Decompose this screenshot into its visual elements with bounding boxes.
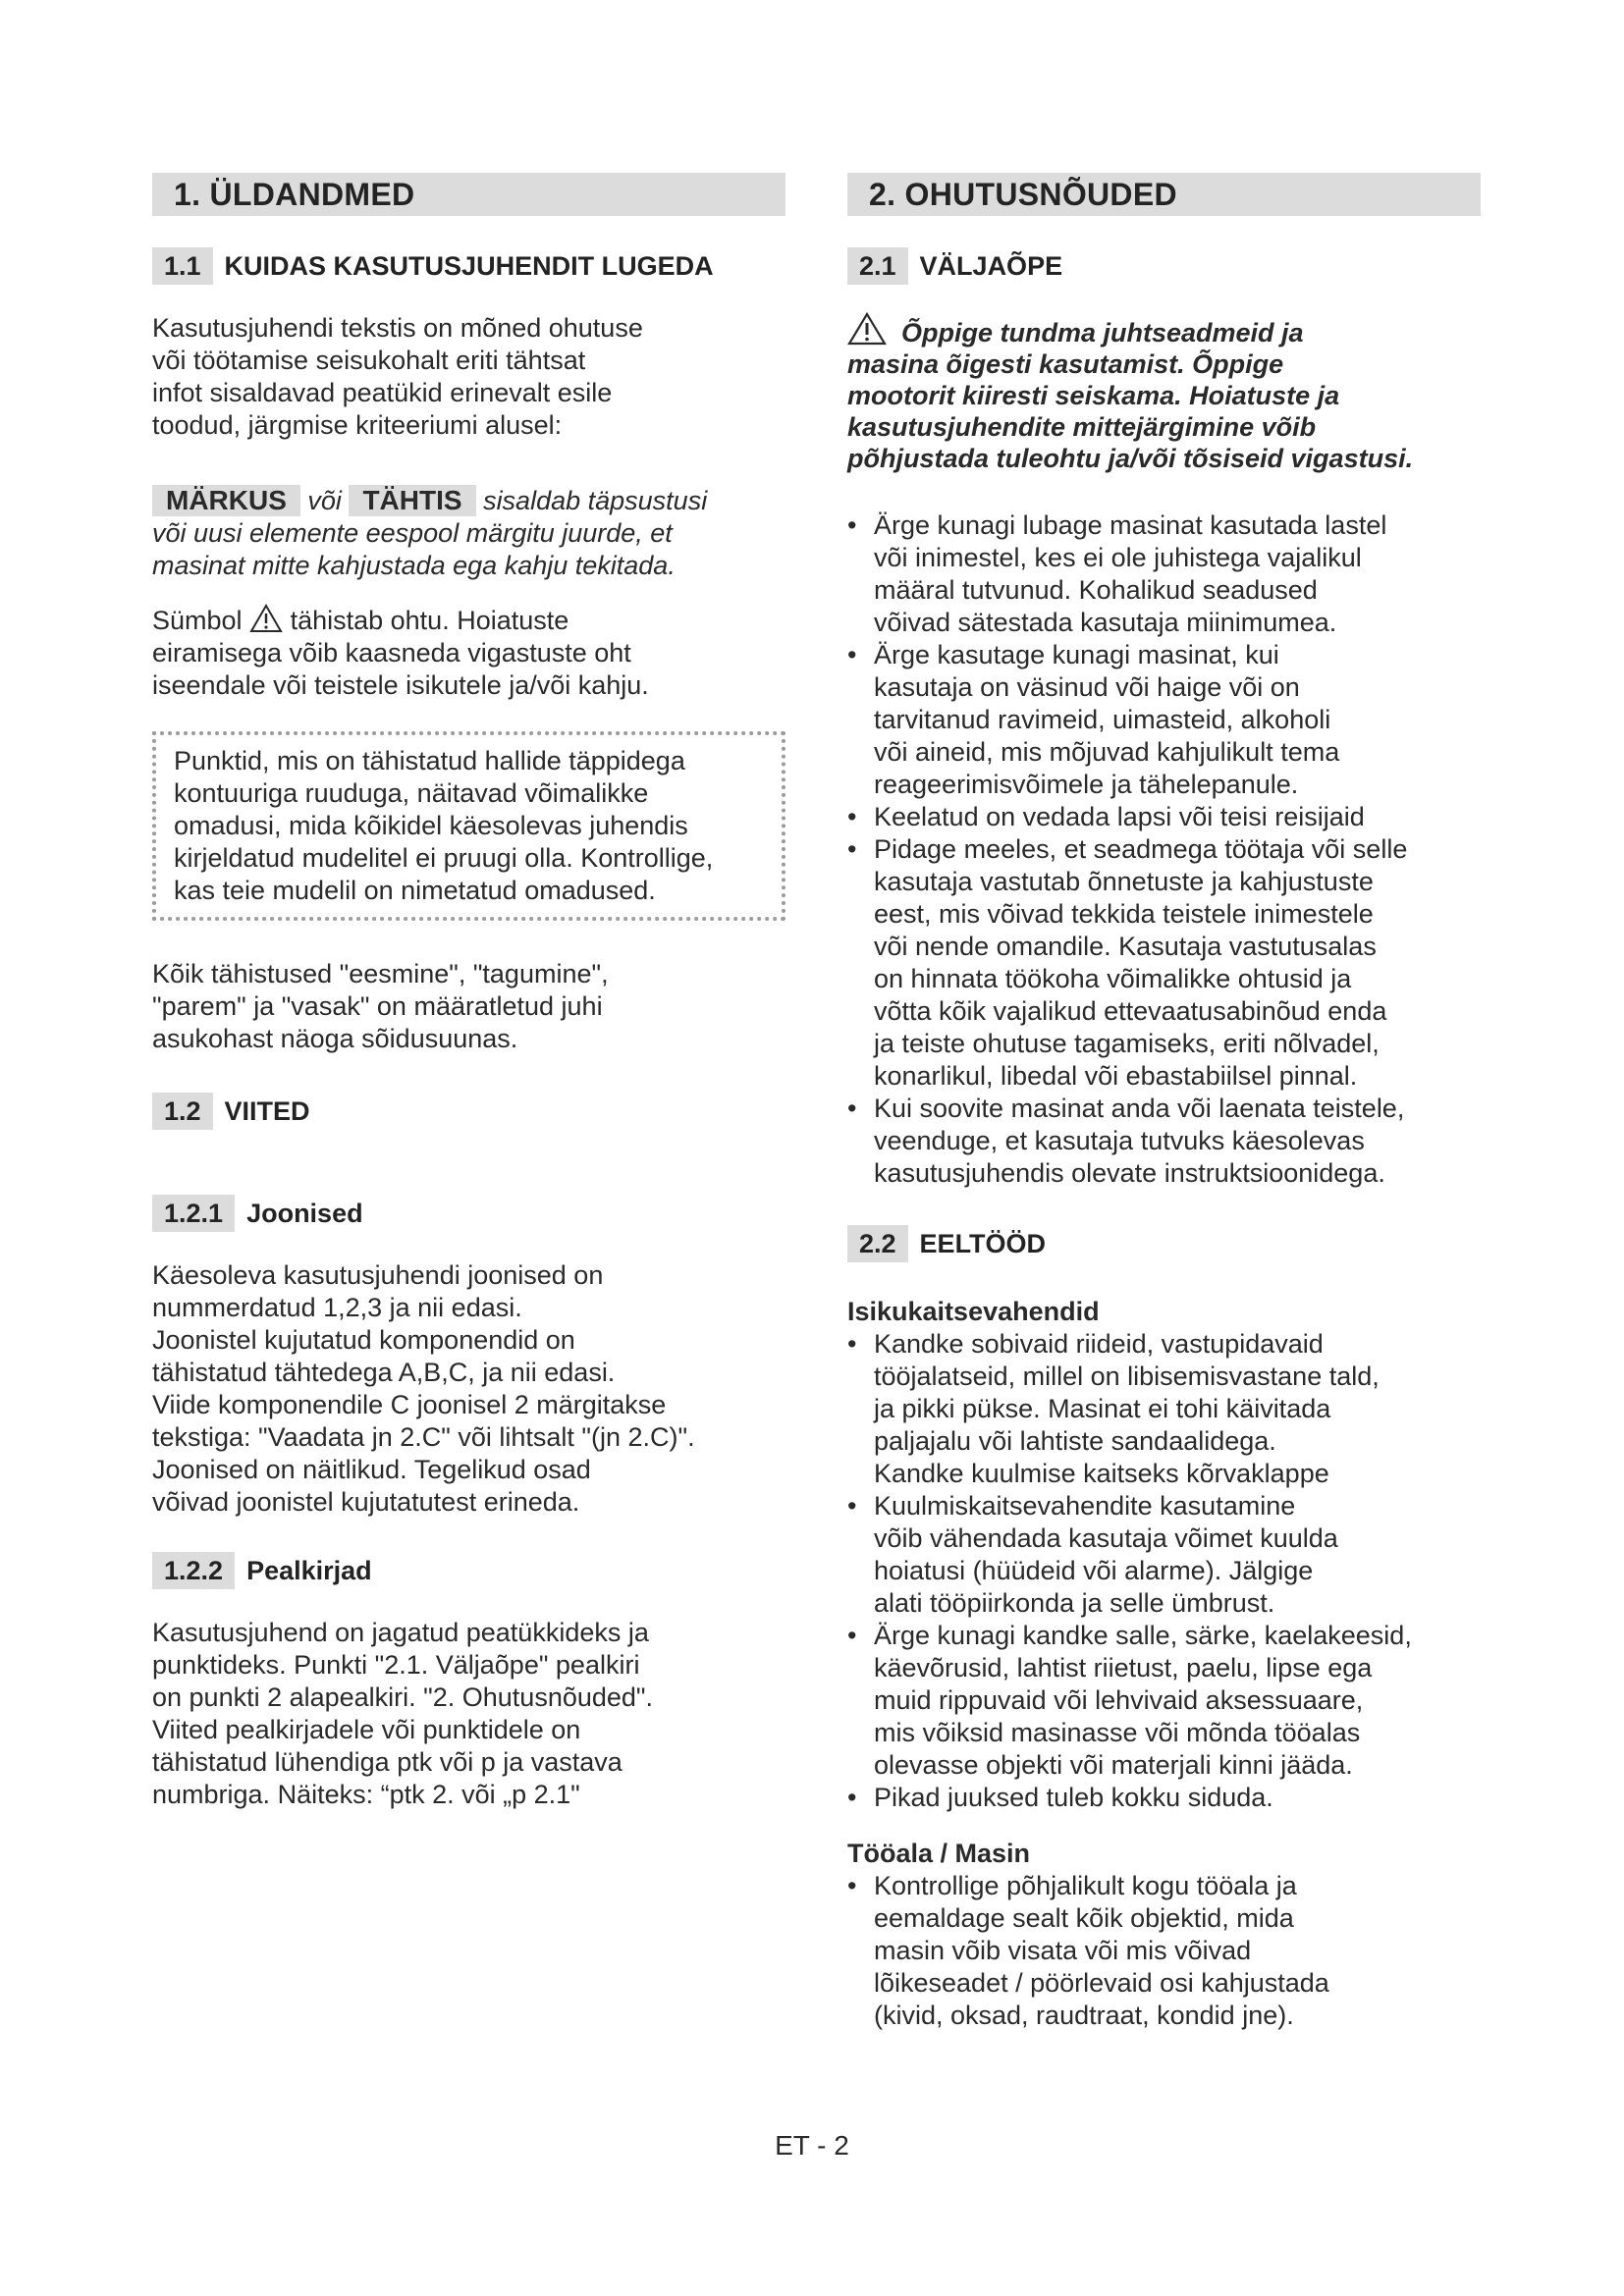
symbol-line: eiramisega võib kaasneda vigastuste oht bbox=[152, 638, 631, 667]
section-2-1-number: 2.1 bbox=[847, 247, 908, 285]
section-1-2-2-title: Pealkirjad bbox=[246, 1555, 372, 1585]
bullet-line: alati tööpiirkonda ja selle ümbrust. bbox=[874, 1588, 1275, 1618]
directions-line: Kõik tähistused "eesmine", "tagumine", bbox=[152, 959, 609, 988]
bullet-line: käevõrusid, lahtist riietust, paelu, lipse ega bbox=[874, 1653, 1373, 1682]
box-line: Punktid, mis on tähistatud hallide täppidega bbox=[174, 746, 685, 775]
list-item bbox=[847, 1490, 1481, 1620]
bullet-line: lõikeseadet / pöörlevaid osi kahjustada bbox=[874, 1968, 1329, 1998]
section-1-heading bbox=[152, 173, 785, 216]
bullet-line: määral tutvunud. Kohalikud seadused bbox=[874, 575, 1318, 605]
bullet-line: muid rippuvaid või lehvivaid aksessuaare, bbox=[874, 1685, 1364, 1715]
warning-line: mootorit kiiresti seiskama. Hoiatuste ja bbox=[847, 381, 1340, 410]
section-2-number: 2. bbox=[869, 176, 896, 212]
bullet-line: • Ärge kunagi lubage masinat kasutada lastel bbox=[874, 510, 1387, 540]
bullet-line: kasutaja vastutab õnnetuste ja kahjustuste bbox=[874, 867, 1374, 896]
voi-word: või bbox=[307, 486, 342, 515]
section-2-2-heading bbox=[847, 1225, 1481, 1262]
work-area-subtitle: Tööala / Masin bbox=[847, 1839, 1031, 1868]
symbol-paragraph bbox=[152, 604, 785, 702]
symbol-line: iseendale või teistele isikutele ja/või kahju. bbox=[152, 670, 649, 700]
section-1-2-number: 1.2 bbox=[152, 1093, 213, 1130]
bullet-line: • Kandke sobivaid riideid, vastupidavaid bbox=[874, 1329, 1324, 1359]
bullet-line: reageerimisvõimele ja tähelepanule. bbox=[874, 770, 1299, 799]
directions-line: asukohast näoga sõidusuunas. bbox=[152, 1024, 518, 1053]
bullet-line: • Pikad juuksed tuleb kokku siduda. bbox=[874, 1783, 1273, 1812]
ppe-subtitle: Isikukaitsevahendid bbox=[847, 1297, 1100, 1326]
section-2-1-heading bbox=[847, 247, 1481, 285]
warning-line: masina õigesti kasutamist. Õppige bbox=[847, 349, 1284, 379]
intro-line: Kasutusjuhendi tekstis on mõned ohutuse bbox=[152, 313, 643, 343]
section-1-1-heading bbox=[152, 247, 785, 285]
ppe-bullets bbox=[847, 1328, 1481, 1814]
bullet-line: või nende omandile. Kasutaja vastutusalas bbox=[874, 932, 1377, 961]
bullet-line: mis võiksid masinasse või mõnda tööalas bbox=[874, 1718, 1361, 1747]
headings-paragraph bbox=[152, 1617, 785, 1811]
intro-line: toodud, järgmise kriteeriumi alusel: bbox=[152, 410, 563, 440]
figures-line: tähistatud tähtedega A,B,C, ja nii edasi. bbox=[152, 1358, 616, 1387]
list-item bbox=[847, 509, 1481, 639]
figures-paragraph bbox=[152, 1259, 785, 1519]
section-1-1-number: 1.1 bbox=[152, 247, 213, 285]
bullet-line: tööjalatseid, millel on libisemisvastane tald, bbox=[874, 1362, 1380, 1391]
bullet-line: eemaldage sealt kõik objektid, mida bbox=[874, 1903, 1294, 1933]
bullet-line: võtta kõik vajalikud ettevaatusabinõud enda bbox=[874, 996, 1387, 1026]
figures-line: Joonised on näitlikud. Tegelikud osad bbox=[152, 1455, 591, 1484]
bullet-line: on hinnata töökoha võimalikke ohtusid ja bbox=[874, 964, 1352, 993]
symbol-rest: tähistab ohtu. Hoiatuste bbox=[290, 606, 569, 635]
intro-line: või töötamise seisukohalt eriti tähtsat bbox=[152, 346, 586, 375]
section-2-2-title: EELTÖÖD bbox=[919, 1228, 1047, 1258]
right-column bbox=[847, 173, 1481, 2032]
list-item bbox=[847, 801, 1481, 833]
bullet-line: konarlikul, libedal või ebastabiilsel pinnal. bbox=[874, 1061, 1358, 1091]
section-1-2-1-title: Joonised bbox=[246, 1198, 363, 1228]
headings-line: tähistatud lühendiga ptk või p ja vastava bbox=[152, 1747, 623, 1777]
list-item bbox=[847, 1620, 1481, 1782]
section-1-2-1-number: 1.2.1 bbox=[152, 1195, 235, 1232]
list-item bbox=[847, 833, 1481, 1093]
bullet-line: • Kontrollige põhjalikult kogu tööala ja bbox=[874, 1871, 1297, 1900]
section-1-2-heading bbox=[152, 1093, 785, 1130]
bullet-line: või inimestel, kes ei ole juhistega vajalikul bbox=[874, 543, 1362, 572]
headings-line: on punkti 2 alapealkiri. "2. Ohutusnõuded". bbox=[152, 1682, 654, 1712]
training-warning bbox=[847, 312, 1481, 474]
bullet-line: võib vähendada kasutaja võimet kuulda bbox=[874, 1523, 1338, 1553]
section-2-heading bbox=[847, 173, 1481, 216]
list-item bbox=[847, 639, 1481, 801]
box-line: kirjeldatud mudelitel ei pruugi olla. Kontrollige, bbox=[174, 843, 714, 873]
optional-features-box bbox=[152, 731, 785, 921]
page-number: ET - 2 bbox=[775, 2130, 849, 2161]
section-1-number: 1. bbox=[174, 176, 201, 212]
warning-first-line: Õppige tundma juhtseadmeid ja bbox=[901, 318, 1304, 347]
box-line: omadusi, mida kõikidel käesolevas juhendis bbox=[174, 811, 688, 840]
bullet-line: • Keelatud on vedada lapsi või teisi reisijaid bbox=[874, 802, 1365, 831]
section-1-2-2-number: 1.2.2 bbox=[152, 1552, 235, 1589]
bullet-line: veenduge, et kasutaja tutvuks käesolevas bbox=[874, 1126, 1365, 1155]
list-item bbox=[847, 1782, 1481, 1814]
intro-paragraph bbox=[152, 312, 785, 442]
note-line-rest: sisaldab täpsustusi bbox=[483, 486, 708, 515]
warning-line: kasutusjuhendite mittejärgimine võib bbox=[847, 412, 1317, 442]
directions-paragraph bbox=[152, 958, 785, 1055]
bullet-line: tarvitanud ravimeid, uimasteid, alkoholi bbox=[874, 705, 1331, 734]
section-2-1-title: VÄLJAÕPE bbox=[919, 250, 1063, 281]
bullet-line: võivad sätestada kasutaja miinimumea. bbox=[874, 608, 1337, 637]
figures-line: Viide komponendile C joonisel 2 märgitakse bbox=[152, 1390, 667, 1419]
bullet-line: olevasse objekti või materjali kinni jääda. bbox=[874, 1750, 1353, 1780]
bullet-line: (kivid, oksad, raudtraat, kondid jne). bbox=[874, 2001, 1294, 2030]
figures-line: võivad joonistel kujutatutest erineda. bbox=[152, 1487, 580, 1517]
bullet-line: hoiatusi (hüüdeid või alarme). Jälgige bbox=[874, 1556, 1314, 1585]
box-line: kontuuriga ruuduga, näitavad võimalikke bbox=[174, 778, 649, 808]
section-1-2-1-heading bbox=[152, 1195, 785, 1232]
section-2-title: OHUTUSNÕUDED bbox=[904, 176, 1177, 212]
bullet-line: kasutaja on väsinud või haige või on bbox=[874, 672, 1300, 702]
figures-line: nummerdatud 1,2,3 ja nii edasi. bbox=[152, 1293, 522, 1322]
markus-tag: MÄRKUS bbox=[152, 485, 300, 516]
bullet-line: • Ärge kasutage kunagi masinat, kui bbox=[874, 640, 1279, 669]
headings-line: numbriga. Näiteks: “ptk 2. või „p 2.1" bbox=[152, 1780, 580, 1809]
section-1-2-2-heading bbox=[152, 1552, 785, 1589]
note-line: või uusi elemente eespool märgitu juurde, et bbox=[152, 518, 673, 548]
section-1-2-title: VIITED bbox=[224, 1095, 310, 1126]
bullet-line: eest, mis võivad tekkida teistele inimestele bbox=[874, 899, 1374, 929]
note-line: masinat mitte kahjustada ega kahju tekitada. bbox=[152, 551, 676, 580]
list-item bbox=[847, 1870, 1481, 2032]
bullet-line: ja pikki pükse. Masinat ei tohi käivitada bbox=[874, 1394, 1331, 1423]
headings-line: punktideks. Punkti "2.1. Väljaõpe" pealkiri bbox=[152, 1650, 640, 1680]
bullet-line: • Kuulmiskaitsevahendite kasutamine bbox=[874, 1491, 1296, 1521]
training-bullets bbox=[847, 509, 1481, 1190]
headings-line: Kasutusjuhend on jagatud peatükkideks ja bbox=[152, 1618, 649, 1647]
bullet-line: • Ärge kunagi kandke salle, särke, kaelakeesid, bbox=[874, 1621, 1412, 1650]
bullet-line: • Pidage meeles, et seadmega töötaja või selle bbox=[874, 834, 1408, 864]
box-line: kas teie mudelil on nimetatud omadused. bbox=[174, 876, 656, 905]
left-column bbox=[152, 173, 785, 1811]
section-1-1-title: KUIDAS KASUTUSJUHENDIT LUGEDA bbox=[224, 250, 714, 281]
section-2-2-number: 2.2 bbox=[847, 1225, 908, 1262]
tahtis-tag: TÄHTIS bbox=[349, 485, 475, 516]
directions-line: "parem" ja "vasak" on määratletud juhi bbox=[152, 991, 603, 1021]
bullet-line: või aineid, mis mõjuvad kahjulikult tema bbox=[874, 737, 1340, 767]
warning-triangle-icon bbox=[249, 604, 283, 633]
section-1-title: ÜLDANDMED bbox=[209, 176, 415, 212]
figures-line: tekstiga: "Vaadata jn 2.C" või lihtsalt "(jn 2.C)". bbox=[152, 1422, 695, 1452]
figures-line: Joonistel kujutatud komponendid on bbox=[152, 1325, 575, 1355]
bullet-line: masin võib visata või mis võivad bbox=[874, 1936, 1252, 1965]
note-paragraph bbox=[152, 485, 785, 582]
bullet-line: kasutusjuhendis olevate instruktsioonidega. bbox=[874, 1158, 1385, 1188]
bullet-line: Kandke kuulmise kaitseks kõrvaklappe bbox=[874, 1459, 1329, 1488]
list-item bbox=[847, 1328, 1481, 1490]
headings-line: Viited pealkirjadele või punktidele on bbox=[152, 1715, 581, 1744]
list-item bbox=[847, 1093, 1481, 1190]
bullet-line: • Kui soovite masinat anda või laenata teistele, bbox=[874, 1094, 1405, 1123]
intro-line: infot sisaldavad peatükid erinevalt esile bbox=[152, 378, 613, 407]
work-area-bullets bbox=[847, 1870, 1481, 2032]
figures-line: Käesoleva kasutusjuhendi joonised on bbox=[152, 1260, 604, 1290]
bullet-line: ja teiste ohutuse tagamiseks, eriti nõlvadel, bbox=[874, 1029, 1380, 1058]
symbol-prefix: Sümbol bbox=[152, 606, 243, 635]
bullet-line: paljajalu või lahtiste sandaalidega. bbox=[874, 1426, 1276, 1456]
warning-triangle-icon bbox=[847, 312, 887, 346]
warning-line: põhjustada tuleohtu ja/või tõsiseid vigastusi. bbox=[847, 444, 1414, 473]
